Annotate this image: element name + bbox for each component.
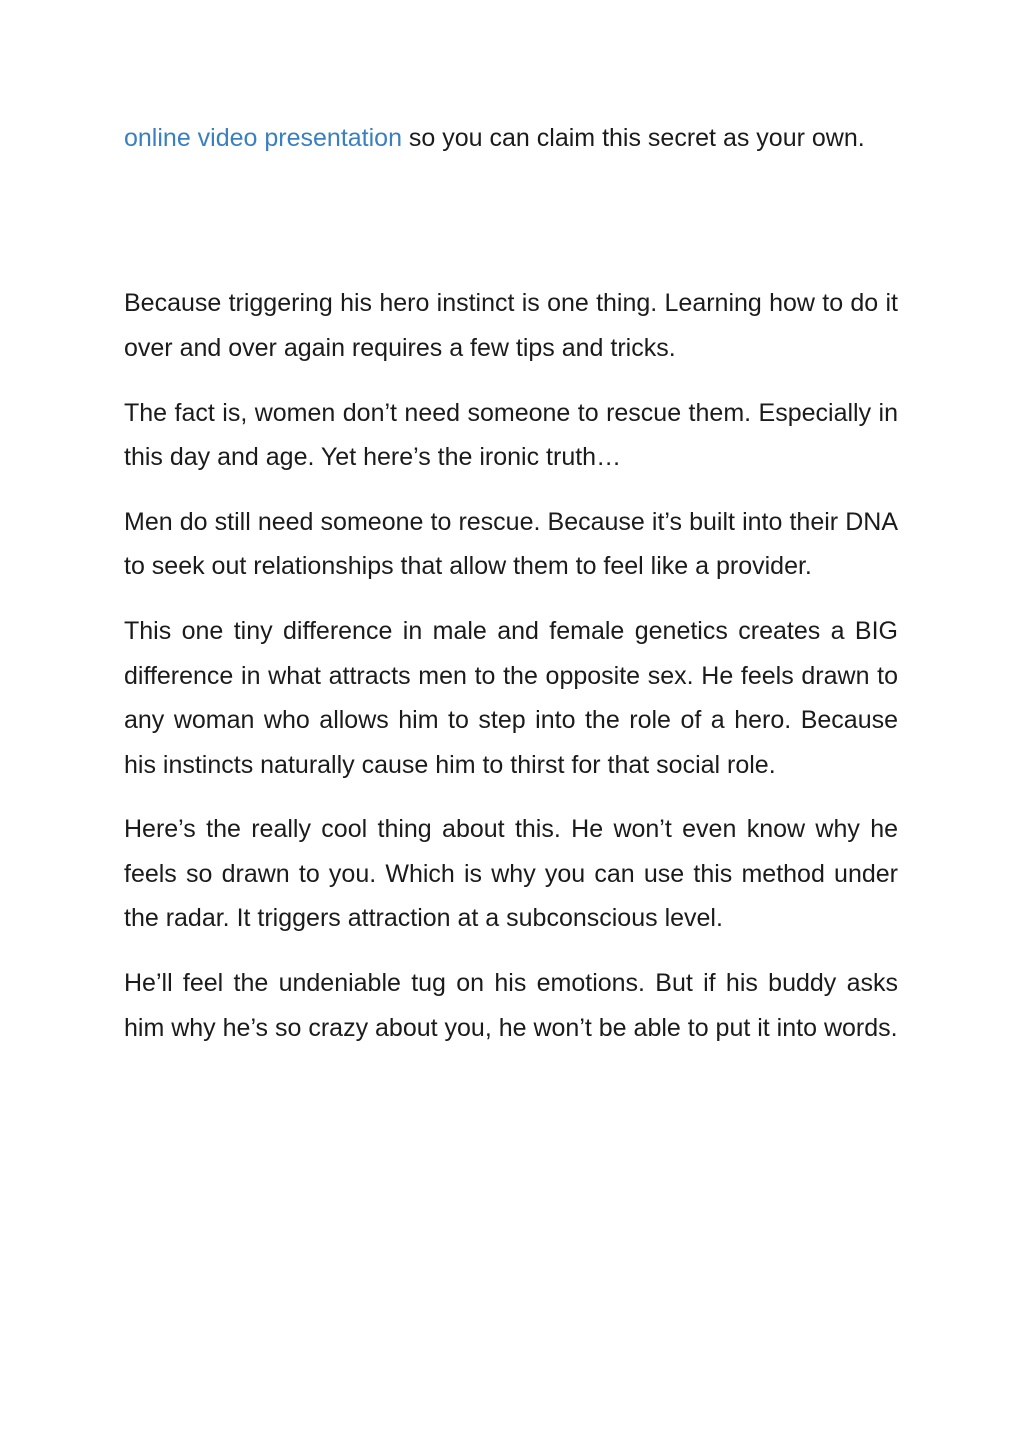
paragraph-men-rescue: Men do still need someone to rescue. Because it’s built into their DNA to seek out relationships that allow them to feel like a provider. bbox=[124, 508, 898, 581]
paragraph-women-rescue: The fact is, women don’t need someone to rescue them. Especially in this day and age. Yet here’s the ironic truth… bbox=[124, 398, 898, 472]
intro-text: so you can claim this secret as your own. bbox=[401, 124, 865, 152]
paragraph-undeniable-tug: He’ll feel the undeniable tug on his emotions. But if his buddy asks him why he’s so crazy about you, he won’t be able to put it into words. bbox=[124, 969, 898, 1042]
intro-paragraph bbox=[124, 116, 898, 160]
paragraph-hero-instinct: Because triggering his hero instinct is one thing. Learning how to do it over and over again requires a few tips and tricks. bbox=[124, 289, 898, 362]
video-presentation-link[interactable]: online video presentation bbox=[124, 124, 402, 152]
paragraph-genetics-difference: This one tiny difference in male and female genetics creates a BIG difference in what attracts men to the opposite sex. He feels drawn to any woman who allows him to step into the role of a hero. Because his instincts naturally cause him to thirst for that social role. bbox=[124, 617, 898, 779]
paragraph-under-radar: Here’s the really cool thing about this. He won’t even know why he feels so drawn to you. Which is why you can use this method under the radar. It triggers attraction at a subconscious level. bbox=[124, 815, 898, 933]
document-page bbox=[124, 116, 898, 1071]
